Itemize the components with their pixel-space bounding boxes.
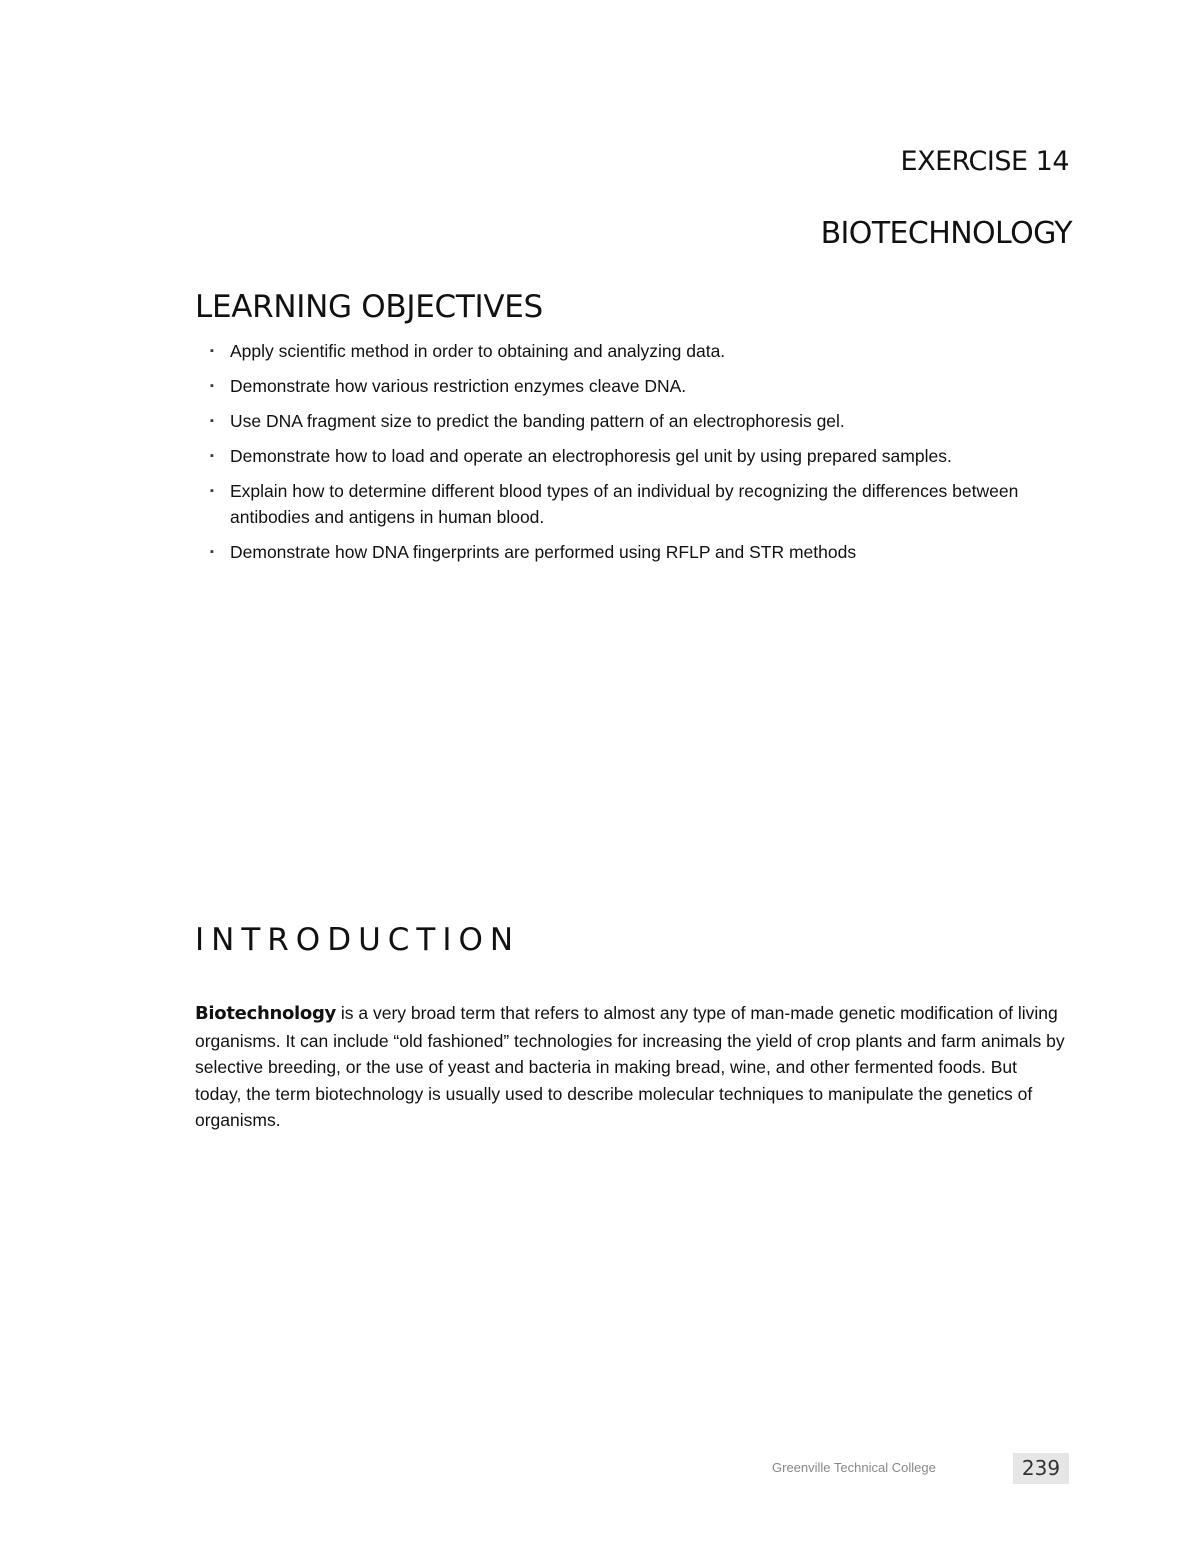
introduction-term: Biotechnology: [195, 1003, 336, 1024]
objective-text: Apply scientific method in order to obtaining and analyzing data.: [230, 341, 726, 361]
introduction-heading: INTRODUCTION: [195, 922, 521, 958]
bullet-icon: ▪: [210, 345, 214, 357]
objective-item: [210, 443, 1070, 469]
page-number: 239: [1013, 1453, 1069, 1484]
bullet-icon: ▪: [210, 380, 214, 392]
objective-text: Demonstrate how to load and operate an electrophoresis gel unit by using prepared samples.: [230, 446, 952, 466]
objective-item: [210, 539, 1070, 565]
objective-text: Demonstrate how various restriction enzymes cleave DNA.: [230, 376, 687, 396]
introduction-paragraph: [195, 1000, 1065, 1134]
exercise-label: EXERCISE 14: [900, 146, 1069, 177]
bullet-icon: ▪: [210, 415, 214, 427]
bullet-icon: ▪: [210, 485, 214, 497]
objective-item: [210, 338, 1070, 364]
learning-objectives-list: [210, 338, 1070, 574]
objective-item: [210, 478, 1070, 530]
bullet-icon: ▪: [210, 546, 214, 558]
introduction-body: is a very broad term that refers to almost any type of man-made genetic modification of living organisms. It can include “old fashioned” technologies for increasing the yield of crop plants and farm animals by selective breeding, or the use of yeast and bacteria in making bread, wine, and other fermented foods. But today, the term biotechnology is usually used to describe molecular techniques to manipulate the genetics of organisms.: [195, 1003, 1065, 1130]
objective-text: Demonstrate how DNA fingerprints are performed using RFLP and STR methods: [230, 542, 857, 562]
objective-item: [210, 408, 1070, 434]
objective-text: Explain how to determine different blood types of an individual by recognizing the differences between antibodies and antigens in human blood.: [230, 481, 1019, 527]
learning-objectives-heading: LEARNING OBJECTIVES: [195, 289, 543, 325]
footer-institution: Greenville Technical College: [772, 1460, 936, 1475]
objective-item: [210, 373, 1070, 399]
chapter-title: BIOTECHNOLOGY: [820, 216, 1072, 251]
objective-text: Use DNA fragment size to predict the banding pattern of an electrophoresis gel.: [230, 411, 845, 431]
bullet-icon: ▪: [210, 450, 214, 462]
